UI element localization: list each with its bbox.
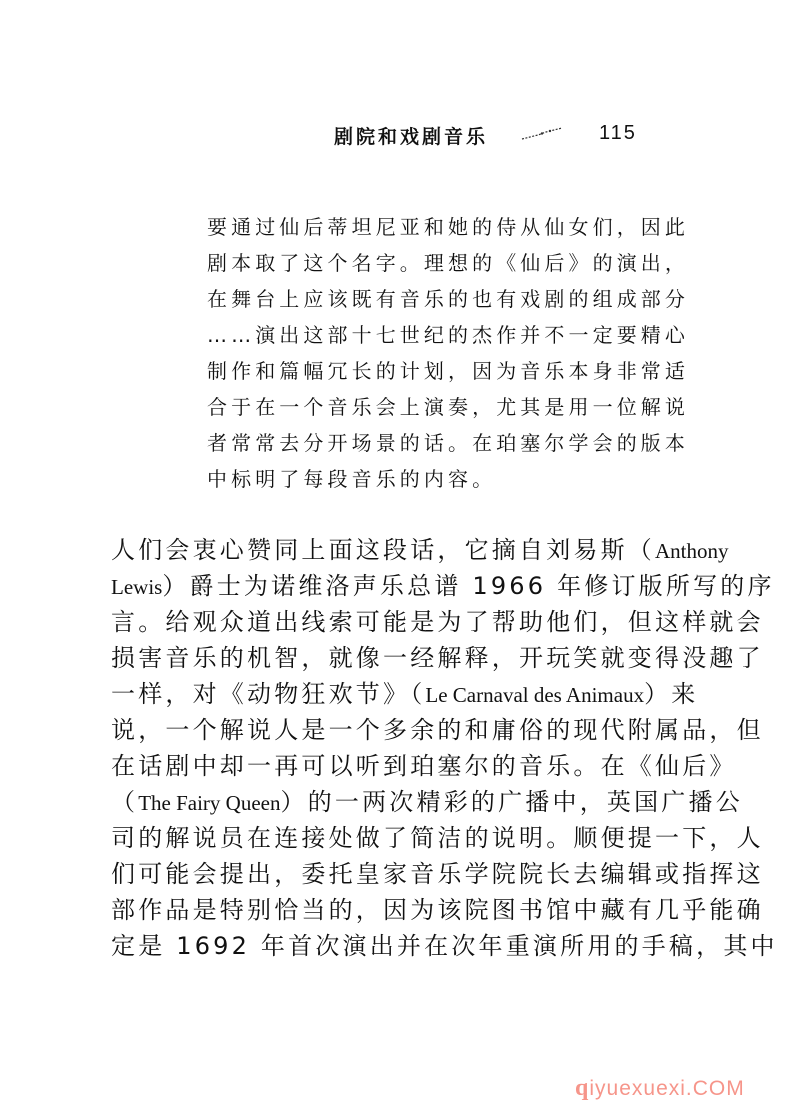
body-line: 部作品是特别恰当的，因为该院图书馆中藏有几乎能确	[111, 896, 764, 924]
body-line: Lewis）爵士为诺维洛声乐总谱 1966 年修订版所写的序	[111, 572, 775, 600]
quote-line: 合于在一个音乐会上演奏，尤其是用一位解说	[207, 395, 689, 419]
body-line: （The Fairy Queen）的一两次精彩的广播中，英国广播公	[111, 788, 743, 816]
latin-name: Anthony	[655, 539, 729, 563]
quote-line: 制作和篇幅冗长的计划，因为音乐本身非常适	[207, 359, 689, 383]
body-line: 定是 1692 年首次演出并在次年重演所用的手稿，其中	[111, 932, 778, 960]
quote-line: 中标明了每段音乐的内容。	[207, 467, 497, 491]
latin-title: Le Carnaval des Animaux	[425, 683, 645, 707]
body-line: 言。给观众道出线索可能是为了帮助他们，但这样就会	[111, 608, 764, 636]
running-head	[334, 120, 654, 154]
latin-title: The Fairy Queen	[138, 791, 281, 815]
quote-line: ……演出这部十七世纪的杰作并不一定要精心	[207, 323, 689, 347]
body-line: 们可能会提出，委托皇家音乐学院院长去编辑或指挥这	[111, 860, 764, 888]
body-paragraph	[111, 532, 778, 964]
body-line: 说，一个解说人是一个多余的和庸俗的现代附属品，但	[111, 716, 764, 744]
quote-line: 要通过仙后蒂坦尼亚和她的侍从仙女们，因此	[207, 215, 689, 239]
decorative-flourish-icon	[520, 126, 564, 142]
quote-line: 剧本取了这个名字。理想的《仙后》的演出，	[207, 251, 689, 275]
body-line: 在话剧中却一再可以听到珀塞尔的音乐。在《仙后》	[111, 752, 737, 780]
body-line: 司的解说员在连接处做了简洁的说明。顺便提一下，人	[111, 824, 764, 852]
quote-line: 在舞台上应该既有音乐的也有戏剧的组成部分	[207, 287, 689, 311]
quote-line: 者常常去分开场景的话。在珀塞尔学会的版本	[207, 431, 689, 455]
watermark-text: iyuexuexi.COM	[589, 1077, 745, 1100]
site-watermark	[575, 1075, 745, 1102]
page-number: 115	[599, 122, 637, 144]
body-line: 一样，对《动物狂欢节》（Le Carnaval des Animaux）来	[111, 680, 699, 708]
watermark-logo-letter: q	[575, 1075, 590, 1101]
latin-name: Lewis	[111, 575, 163, 599]
body-line: 损害音乐的机智，就像一经解释，开玩笑就变得没趣了	[111, 644, 764, 672]
block-quote	[207, 209, 689, 497]
running-title: 剧院和戏剧音乐	[334, 126, 489, 148]
body-line: 人们会衷心赞同上面这段话，它摘自刘易斯（Anthony	[111, 536, 729, 564]
